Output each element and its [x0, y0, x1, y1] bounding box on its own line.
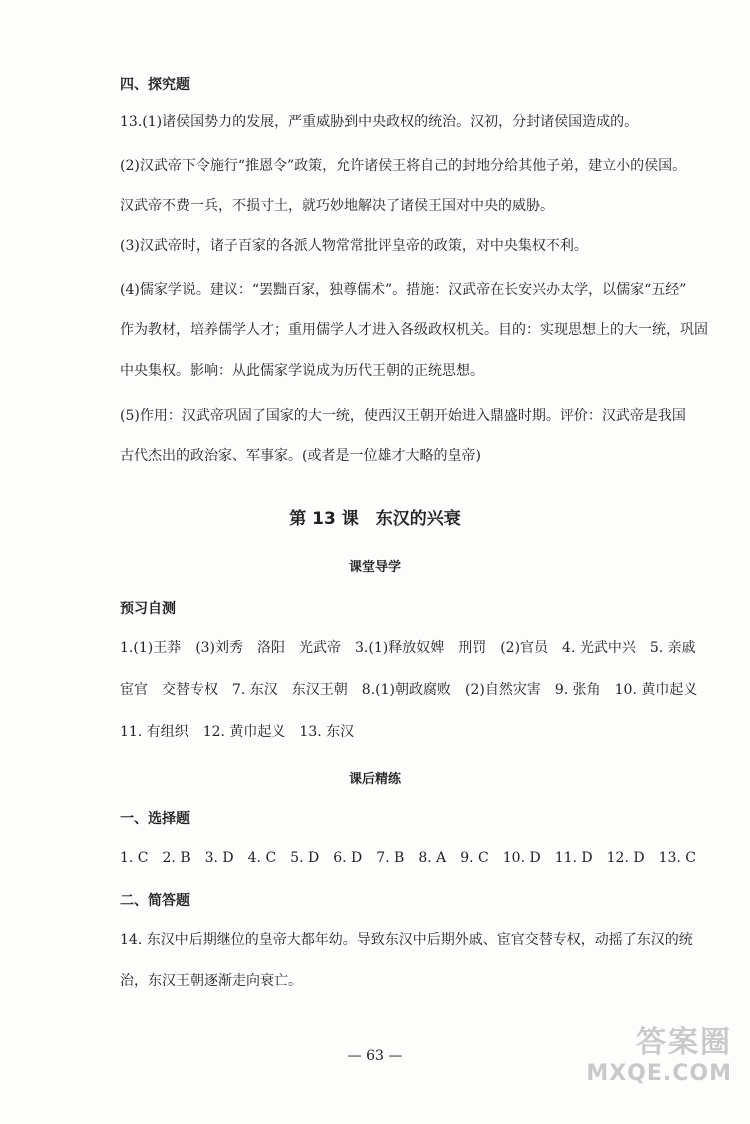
preview-heading: 预习自测 — [120, 601, 176, 617]
lesson-title: 第 13 课 东汉的兴衰 — [289, 509, 461, 529]
q13-line-2: (2)汉武帝下令施行“推恩令”政策，允许诸侯王将自己的封地分给其他子弟，建立小的侯国。 — [120, 158, 687, 174]
preview-line-1: 1.(1)王莽 (3)刘秀 洛阳 光武帝 3.(1)释放奴婢 刑罚 (2)官员 4. 光武中兴 5. 亲戚 — [120, 640, 696, 656]
preview-line-3: 11. 有组织 12. 黄巾起义 13. 东汉 — [120, 724, 355, 740]
page-number: — 63 — — [347, 1048, 403, 1064]
q13-line-8: (5)作用：汉武帝巩固了国家的大一统，使西汉王朝开始进入鼎盛时期。评价：汉武帝是我国 — [120, 408, 686, 424]
after-class-heading: 课后精练 — [348, 772, 401, 787]
q13-line-1: 13.(1)诸侯国势力的发展，严重威胁到中央政权的统治。汉初，分封诸侯国造成的。 — [120, 114, 639, 130]
choice-section-heading: 一、选择题 — [120, 811, 190, 827]
q14-line-2: 治，东汉王朝逐渐走向衰亡。 — [120, 973, 302, 989]
section-4-heading: 四、探究题 — [120, 77, 190, 93]
preview-line-2: 宦官 交替专权 7. 东汉 东汉王朝 8.(1)朝政腐败 (2)自然灾害 9. 张角 10. 黄巾起义 — [120, 682, 698, 698]
watermark-logo: 答案圈 — [636, 1025, 732, 1060]
q14-line-1: 14. 东汉中后期继位的皇帝大都年幼。导致东汉中后期外戚、宦官交替专权，动摇了东汉的统 — [120, 932, 693, 948]
choice-answers: 1. C 2. B 3. D 4. C 5. D 6. D 7. B 8. A 9. C 10. D 11. D 12. D 13. C — [120, 850, 697, 866]
q13-line-7: 中央集权。影响：从此儒家学说成为历代王朝的正统思想。 — [120, 363, 484, 379]
q13-line-6: 作为教材，培养儒学人才；重用儒学人才进入各级政权机关。目的：实现思想上的大一统，巩固 — [120, 322, 708, 338]
watermark — [586, 1017, 732, 1086]
short-answer-heading: 二、简答题 — [120, 893, 190, 909]
q13-line-9: 古代杰出的政治家、军事家。(或者是一位雄才大略的皇帝) — [120, 448, 481, 464]
classroom-heading: 课堂导学 — [348, 560, 401, 575]
q13-line-4: (3)汉武帝时，诸子百家的各派人物常常批评皇帝的政策，对中央集权不利。 — [120, 238, 588, 254]
q13-line-3: 汉武帝不费一兵，不损寸土，就巧妙地解决了诸侯王国对中央的威胁。 — [120, 198, 554, 214]
q13-line-5: (4)儒家学说。建议：“罢黜百家，独尊儒术”。措施：汉武帝在长安兴办太学，以儒家“五经” — [120, 282, 687, 298]
watermark-site: MXQE.COM — [586, 1061, 732, 1086]
